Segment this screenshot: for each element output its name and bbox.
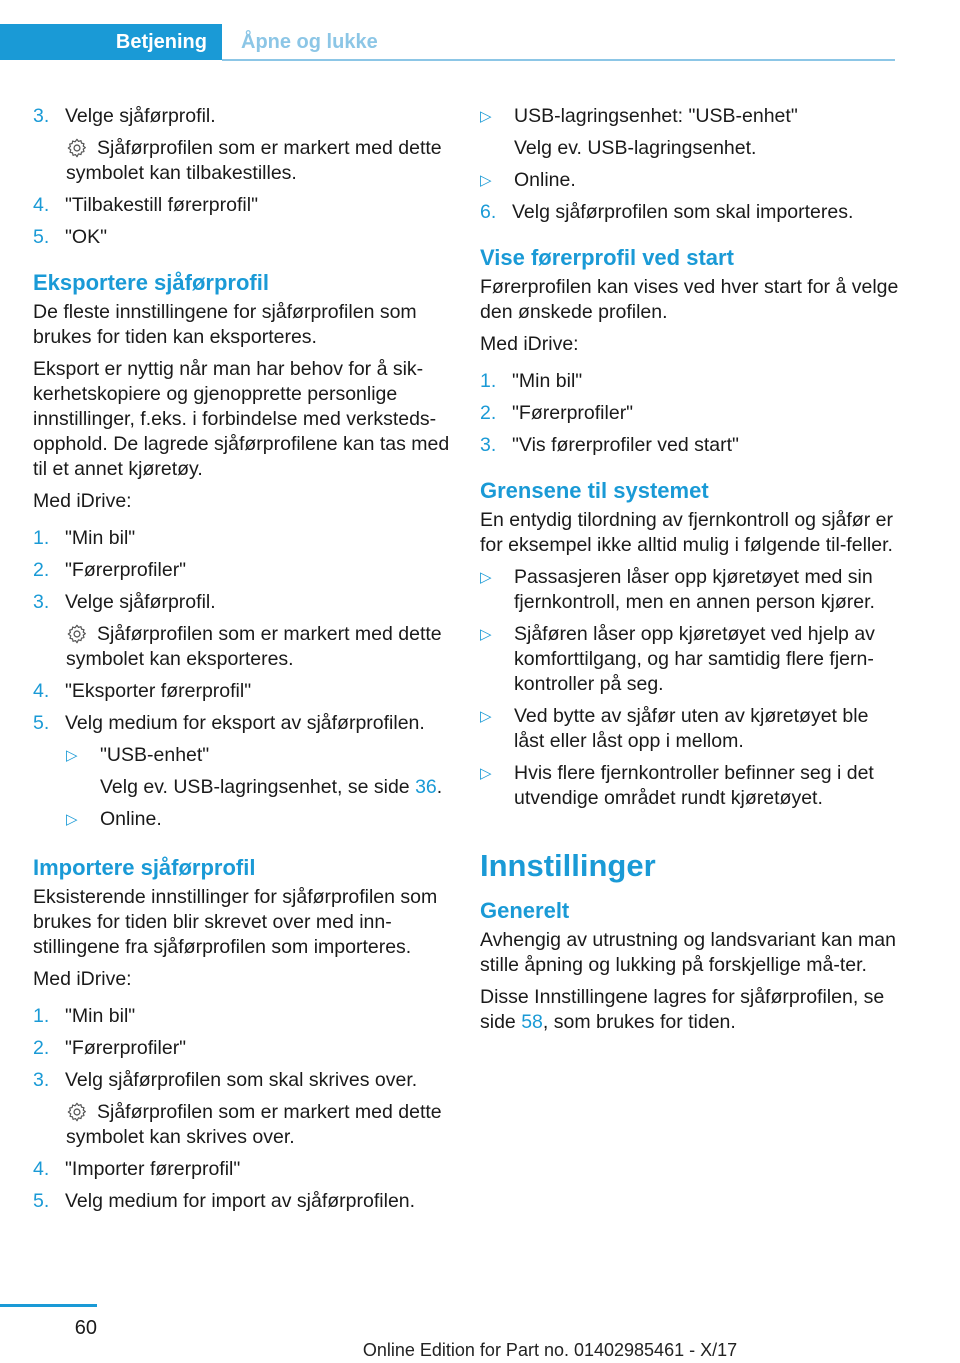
export-heading: Eksportere sjåførprofil	[33, 270, 269, 295]
triangle-bullet-icon: ▷	[66, 811, 78, 828]
list-item: 2. "Førerprofiler"	[33, 1037, 187, 1059]
left-column	[33, 104, 453, 1221]
list-item: 3. Velge sjåførprofil.	[33, 591, 216, 613]
footer-divider	[0, 1304, 97, 1307]
paragraph: De fleste innstillingene for sjåførprofilen som brukes for tiden kan eksporteres.	[33, 301, 417, 348]
header-tabs	[0, 24, 895, 60]
bullet-item: ▷ Online.	[66, 808, 162, 830]
list-item: 1. "Min bil"	[33, 527, 136, 549]
list-item: 5. Velg medium for eksport av sjåførprofilen.	[33, 712, 425, 734]
bullet-item: ▷ Online.	[480, 169, 576, 191]
tab-betjening[interactable]: Betjening	[0, 24, 222, 60]
triangle-bullet-icon: ▷	[480, 626, 492, 643]
bullet-item: ▷ Hvis flere fjernkontroller befinner seg i det utvendige området rundt kjøretøyet.	[480, 762, 874, 809]
list-item: 3. Velg sjåførprofilen som skal skrives over.	[33, 1069, 418, 1091]
import-heading: Importere sjåførprofil	[33, 855, 256, 880]
list-item: 1. "Min bil"	[480, 370, 583, 392]
limits-heading: Grensene til systemet	[480, 478, 709, 503]
list-item: 2. "Førerprofiler"	[480, 402, 634, 424]
triangle-bullet-icon: ▷	[480, 108, 492, 125]
list-item: 5. "OK"	[33, 226, 108, 248]
page-link-58[interactable]: 58	[521, 1011, 543, 1033]
list-item: 4. "Tilbakestill førerprofil"	[33, 194, 258, 216]
right-column	[480, 104, 900, 1042]
paragraph: Førerprofilen kan vises ved hver start for å velge den ønskede profilen.	[480, 276, 899, 323]
triangle-bullet-icon: ▷	[480, 708, 492, 725]
bullet-note: Velg ev. USB-lagringsenhet, se side 36.	[100, 776, 443, 798]
paragraph: Eksisterende innstillinger for sjåførprofilen som brukes for tiden blir skrevet over med inn-stillingene fra sjåførprofilen som importeres.	[33, 886, 438, 958]
list-item: 6. Velg sjåførprofilen som skal importeres.	[480, 201, 854, 223]
general-heading: Generelt	[480, 898, 570, 923]
list-item: 4. "Importer førerprofil"	[33, 1158, 241, 1180]
gear-icon	[66, 1101, 88, 1123]
list-item: 2. "Førerprofiler"	[33, 559, 187, 581]
bullet-item: ▷ Ved bytte av sjåfør uten av kjøretøyet ble låst eller låst opp i mellom.	[480, 705, 869, 752]
page-link-36[interactable]: 36	[415, 776, 437, 798]
profile-note: Sjåførprofilen som er markert med dette symbolet kan eksporteres.	[66, 623, 442, 670]
paragraph: Avhengig av utrustning og landsvariant kan man stille åpning og lukking på forskjellige må-ter.	[480, 929, 896, 976]
list-item: 3. Velge sjåførprofil.	[33, 105, 216, 127]
bullet-item: ▷ Passasjeren låser opp kjøretøyet med sin fjernkontroll, men en annen person kjører.	[480, 566, 875, 613]
list-item: 3. "Vis førerprofiler ved start"	[480, 434, 739, 456]
page-number: 60	[74, 1317, 97, 1339]
paragraph: Med iDrive:	[33, 490, 132, 512]
bullet-note: Velg ev. USB-lagringsenhet.	[514, 137, 757, 159]
list-item: 1. "Min bil"	[33, 1005, 136, 1027]
triangle-bullet-icon: ▷	[480, 765, 492, 782]
header-divider	[222, 59, 895, 61]
paragraph: Disse Innstillingene lagres for sjåførprofilen, se side 58, som brukes for tiden.	[480, 986, 885, 1033]
edition-text: Online Edition for Part no. 01402985461 - X/17	[362, 1340, 738, 1360]
paragraph: Med iDrive:	[33, 968, 132, 990]
paragraph: En entydig tilordning av fjernkontroll og sjåfør er for eksempel ikke alltid mulig i følgende til-feller.	[480, 509, 893, 556]
show-profile-heading: Vise førerprofil ved start	[480, 245, 734, 270]
gear-icon	[66, 623, 88, 645]
settings-title: Innstillinger	[480, 848, 656, 883]
paragraph: Med iDrive:	[480, 333, 579, 355]
bullet-item: ▷ "USB-enhet"	[66, 744, 210, 766]
bullet-item: ▷ Sjåføren låser opp kjøretøyet ved hjelp av komforttilgang, og har samtidig flere fjern-kontroller på seg.	[480, 623, 875, 695]
paragraph: Eksport er nyttig når man har behov for å sik-kerhetskopiere og gjenopprette personlige innstillinger, f.eks. i forbindelse med verksteds-opphold. De lagrede sjåførprofilene kan tas med til et annet kjøretøy.	[33, 358, 450, 480]
profile-note: Sjåførprofilen som er markert med dette symbolet kan tilbakestilles.	[66, 137, 442, 184]
tab-apne-og-lukke[interactable]: Åpne og lukke	[241, 30, 378, 53]
triangle-bullet-icon: ▷	[480, 569, 492, 586]
list-item: 5. Velg medium for import av sjåførprofilen.	[33, 1190, 416, 1212]
gear-icon	[66, 137, 88, 159]
triangle-bullet-icon: ▷	[66, 747, 78, 764]
list-item: 4. "Eksporter førerprofil"	[33, 680, 252, 702]
profile-note: Sjåførprofilen som er markert med dette symbolet kan skrives over.	[66, 1101, 442, 1148]
triangle-bullet-icon: ▷	[480, 172, 492, 189]
bullet-item: ▷ USB-lagringsenhet: "USB-enhet"	[480, 105, 798, 127]
